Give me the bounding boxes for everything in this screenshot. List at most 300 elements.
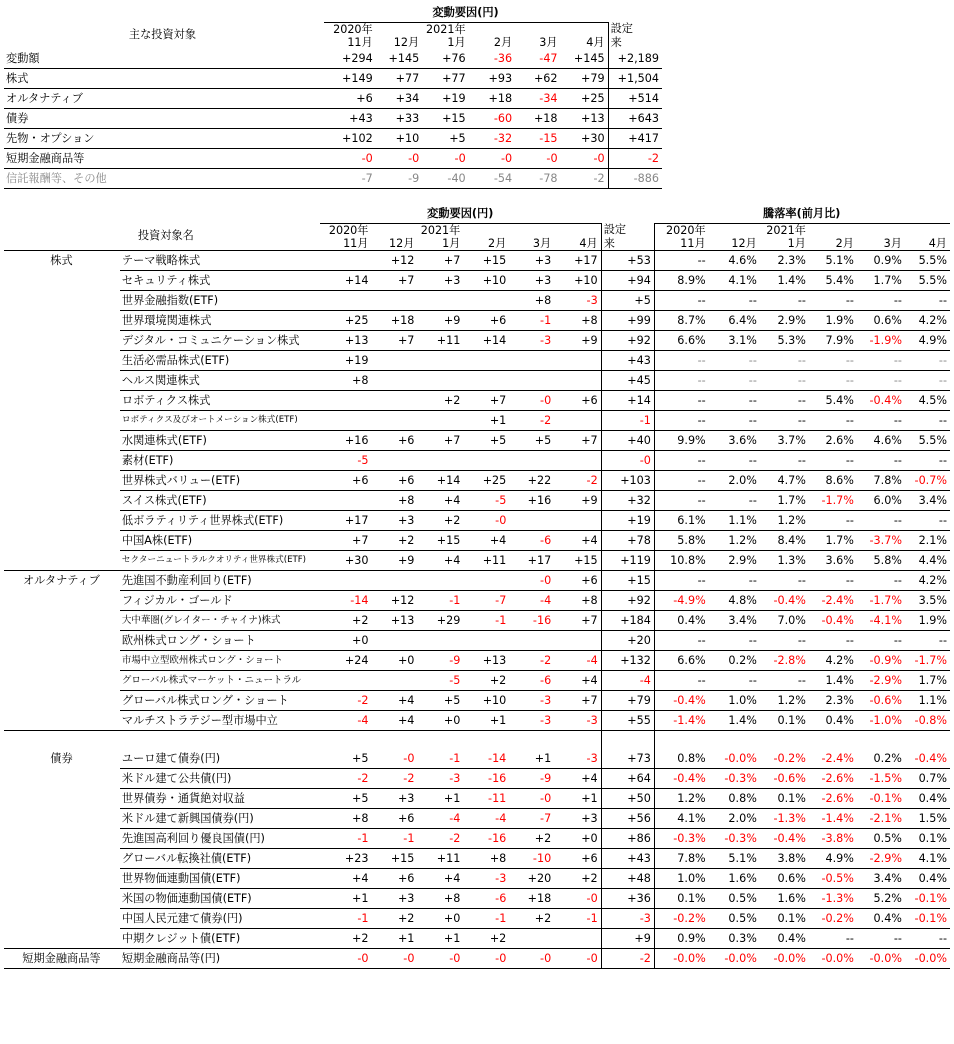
value-cell: +2: [372, 908, 418, 928]
rate-cell: -2.4%: [809, 749, 857, 769]
value-cell: -2: [509, 410, 554, 430]
group-label: 短期金融商品等: [4, 948, 120, 968]
value-cell: -3: [554, 710, 601, 730]
value-cell: [463, 350, 509, 370]
rate-cell: 1.3%: [760, 550, 809, 570]
total-cell: +15: [601, 570, 654, 590]
total-cell: +514: [608, 88, 662, 108]
rate-cell: -1.7%: [905, 650, 950, 670]
total-cell: +43: [601, 350, 654, 370]
table-row: [4, 410, 950, 430]
value-cell: +3: [417, 270, 463, 290]
value-cell: +19: [320, 350, 371, 370]
value-cell: +22: [509, 470, 554, 490]
rate-cell: --: [760, 370, 809, 390]
rate-cell: 5.1%: [709, 848, 760, 868]
spacer-cell: [709, 730, 760, 749]
asset-name: セクターニュートラルクオリティ世界株式(ETF): [120, 550, 320, 570]
rate-cell: 6.4%: [709, 310, 760, 330]
value-cell: [509, 510, 554, 530]
table-row: [4, 470, 950, 490]
table-row: [4, 808, 950, 828]
value-cell: -3: [463, 868, 509, 888]
rate-cell: 2.0%: [709, 470, 760, 490]
rate-cell: 0.1%: [760, 788, 809, 808]
total-cell: +99: [601, 310, 654, 330]
rate-cell: -2.8%: [760, 650, 809, 670]
month-header: 2月: [809, 237, 857, 251]
total-cell: -4: [601, 670, 654, 690]
total-cell: +184: [601, 610, 654, 630]
value-cell: +8: [509, 290, 554, 310]
group-label: オルタナティブ: [22, 573, 100, 587]
group-label: [4, 270, 120, 290]
value-cell: +7: [320, 530, 371, 550]
rate-cell: 0.1%: [760, 710, 809, 730]
asset-name: 欧州株式ロング・ショート: [120, 630, 320, 650]
value-cell: +14: [463, 330, 509, 350]
rate-cell: 1.7%: [905, 670, 950, 690]
asset-name: 米ドル建て新興国債券(円): [120, 808, 320, 828]
rate-cell: 10.8%: [654, 550, 708, 570]
value-cell: -6: [509, 530, 554, 550]
value-cell: -0: [509, 788, 554, 808]
value-cell: -7: [463, 590, 509, 610]
total-cell: +20: [601, 630, 654, 650]
rate-cell: 1.1%: [905, 690, 950, 710]
value-cell: +5: [320, 749, 371, 769]
value-cell: +8: [372, 490, 418, 510]
group-label: [4, 590, 120, 610]
asset-name: 米国の物価連動国債(ETF): [120, 888, 320, 908]
value-cell: +6: [463, 310, 509, 330]
rate-cell: -2.9%: [857, 670, 905, 690]
value-cell: +15: [417, 530, 463, 550]
total-cell: -2: [608, 148, 662, 168]
rate-cell: 6.6%: [654, 650, 708, 670]
rate-cell: 4.8%: [709, 590, 760, 610]
total-cell: +56: [601, 808, 654, 828]
value-cell: -2: [372, 768, 418, 788]
value-cell: +5: [417, 690, 463, 710]
table-row: [4, 948, 950, 968]
rate-cell: 0.5%: [709, 888, 760, 908]
value-cell: +7: [554, 430, 601, 450]
value-cell: -15: [515, 128, 560, 148]
spacer-cell: [120, 730, 320, 749]
row-label: 債券: [4, 108, 324, 128]
rate-cell: --: [654, 370, 708, 390]
rate-cell: 6.6%: [654, 330, 708, 350]
value-cell: +7: [417, 250, 463, 270]
value-cell: +25: [463, 470, 509, 490]
table-row: [4, 310, 950, 330]
rate-cell: 4.6%: [857, 430, 905, 450]
value-cell: -0: [320, 948, 371, 968]
rate-cell: --: [654, 450, 708, 470]
asset-name: 世界物価連動国債(ETF): [120, 868, 320, 888]
spacer-cell: [809, 730, 857, 749]
asset-name: 世界債券・通貨絶対収益: [120, 788, 320, 808]
rate-cell: 5.4%: [809, 390, 857, 410]
rate-cell: 2.0%: [709, 808, 760, 828]
rate-cell: 1.9%: [809, 310, 857, 330]
rate-cell: 7.0%: [760, 610, 809, 630]
value-cell: +10: [463, 270, 509, 290]
asset-name: グローバル株式ロング・ショート: [120, 690, 320, 710]
rate-cell: 1.4%: [709, 710, 760, 730]
value-cell: +2: [320, 928, 371, 948]
value-cell: -0: [376, 148, 422, 168]
rate-cell: -3.7%: [857, 530, 905, 550]
value-cell: +33: [376, 108, 422, 128]
value-cell: +8: [320, 808, 371, 828]
setting-label-2: 来: [608, 36, 662, 49]
value-cell: [554, 928, 601, 948]
value-cell: +43: [324, 108, 376, 128]
total-cell: +1,504: [608, 68, 662, 88]
rate-cell: 0.1%: [905, 828, 950, 848]
month-header: 3月: [857, 237, 905, 251]
value-cell: [320, 570, 371, 590]
value-cell: +18: [515, 108, 560, 128]
value-cell: +3: [372, 888, 418, 908]
value-cell: -11: [463, 788, 509, 808]
rate-cell: 0.1%: [760, 908, 809, 928]
rate-cell: --: [905, 450, 950, 470]
value-cell: +25: [561, 88, 609, 108]
rate-cell: 3.4%: [709, 610, 760, 630]
bottom-title: 変動要因(円): [320, 204, 601, 223]
value-cell: -1: [320, 908, 371, 928]
rate-cell: 5.8%: [857, 550, 905, 570]
rate-cell: --: [654, 250, 708, 270]
total-cell: +92: [601, 590, 654, 610]
rate-cell: 1.7%: [809, 530, 857, 550]
value-cell: +6: [372, 430, 418, 450]
rate-cell: --: [709, 450, 760, 470]
rate-cell: 1.9%: [905, 610, 950, 630]
rate-cell: --: [709, 570, 760, 590]
rate-cell: -0.3%: [709, 828, 760, 848]
group-label: [4, 450, 120, 470]
rate-cell: --: [709, 370, 760, 390]
value-cell: +25: [320, 310, 371, 330]
rate-cell: -3.8%: [809, 828, 857, 848]
total-cell: +40: [601, 430, 654, 450]
rate-cell: 0.6%: [760, 868, 809, 888]
asset-name: 中国人民元建て債券(円): [120, 908, 320, 928]
total-cell: +92: [601, 330, 654, 350]
value-cell: -0: [561, 148, 609, 168]
value-cell: +13: [320, 330, 371, 350]
summary-row: [4, 88, 662, 108]
group-label: [4, 828, 120, 848]
rate-cell: 1.0%: [709, 690, 760, 710]
group-label: [4, 630, 120, 650]
value-cell: -0: [469, 148, 515, 168]
value-cell: [320, 670, 371, 690]
rate-cell: --: [857, 928, 905, 948]
value-cell: -3: [509, 330, 554, 350]
rate-cell: --: [654, 490, 708, 510]
setting-label-1: 設定: [601, 223, 654, 237]
asset-name: デジタル・コミュニケーション株式: [120, 330, 320, 350]
rate-cell: -2.1%: [857, 808, 905, 828]
value-cell: -5: [463, 490, 509, 510]
value-cell: [554, 370, 601, 390]
rate-cell: 4.2%: [809, 650, 857, 670]
value-cell: +5: [422, 128, 468, 148]
value-cell: -16: [509, 610, 554, 630]
month-header: 3月: [539, 35, 558, 49]
rate-cell: 1.6%: [760, 888, 809, 908]
total-cell: +64: [601, 768, 654, 788]
summary-row: [4, 128, 662, 148]
value-cell: +6: [554, 848, 601, 868]
top-label-header: 主な投資対象: [128, 28, 197, 42]
value-cell: +2: [554, 868, 601, 888]
value-cell: +11: [463, 550, 509, 570]
value-cell: -6: [509, 670, 554, 690]
value-cell: -32: [469, 128, 515, 148]
rate-cell: -0.9%: [857, 650, 905, 670]
value-cell: -47: [515, 49, 560, 69]
rate-cell: 1.7%: [857, 270, 905, 290]
group-label: [4, 490, 120, 510]
value-cell: [417, 410, 463, 430]
rate-cell: 0.2%: [857, 749, 905, 769]
value-cell: +1: [509, 749, 554, 769]
month-header: 4月: [905, 237, 950, 251]
value-cell: +10: [376, 128, 422, 148]
rate-cell: 7.8%: [857, 470, 905, 490]
value-cell: -3: [554, 749, 601, 769]
value-cell: +4: [554, 768, 601, 788]
rate-cell: -4.9%: [654, 590, 708, 610]
total-cell: +48: [601, 868, 654, 888]
value-cell: -2: [417, 828, 463, 848]
value-cell: [372, 350, 418, 370]
rate-cell: --: [709, 670, 760, 690]
rate-cell: --: [857, 370, 905, 390]
value-cell: +77: [376, 68, 422, 88]
value-cell: -1: [463, 908, 509, 928]
rate-cell: 3.4%: [857, 868, 905, 888]
rate-cell: --: [709, 390, 760, 410]
rate-cell: 0.4%: [857, 908, 905, 928]
asset-name: 世界金融指数(ETF): [120, 290, 320, 310]
value-cell: -0: [509, 570, 554, 590]
value-cell: +3: [509, 250, 554, 270]
group-label: 株式: [50, 253, 73, 267]
rate-cell: --: [857, 570, 905, 590]
value-cell: +19: [422, 88, 468, 108]
rate-cell: 2.3%: [760, 250, 809, 270]
rate-cell: 3.8%: [760, 848, 809, 868]
rate-cell: 5.5%: [905, 270, 950, 290]
rate-cell: --: [809, 510, 857, 530]
rate-cell: -2.6%: [809, 768, 857, 788]
value-cell: -3: [417, 768, 463, 788]
value-cell: +16: [320, 430, 371, 450]
total-cell: +73: [601, 749, 654, 769]
value-cell: -1: [417, 749, 463, 769]
month-header: 1月: [417, 237, 463, 251]
value-cell: +18: [469, 88, 515, 108]
value-cell: [320, 290, 371, 310]
value-cell: +17: [320, 510, 371, 530]
value-cell: -1: [554, 908, 601, 928]
table-row: [4, 670, 950, 690]
rate-cell: 0.9%: [654, 928, 708, 948]
month-header: 1月: [760, 237, 809, 251]
rate-cell: 0.5%: [709, 908, 760, 928]
month-header: 12月: [372, 237, 418, 251]
asset-name: 市場中立型欧州株式ロング・ショート: [120, 650, 320, 670]
value-cell: -1: [417, 590, 463, 610]
rate-cell: --: [809, 350, 857, 370]
rate-cell: --: [654, 670, 708, 690]
value-cell: [417, 290, 463, 310]
rate-cell: --: [809, 450, 857, 470]
rate-cell: 6.1%: [654, 510, 708, 530]
table-row: [4, 510, 950, 530]
value-cell: +4: [463, 530, 509, 550]
group-label: [4, 690, 120, 710]
value-cell: +2: [463, 928, 509, 948]
spacer-row: [4, 730, 950, 749]
group-label: [4, 848, 120, 868]
month-header: 12月: [709, 237, 760, 251]
rate-cell: -0.6%: [857, 690, 905, 710]
value-cell: +18: [372, 310, 418, 330]
total-cell: -2: [601, 948, 654, 968]
value-cell: -78: [515, 168, 560, 188]
rate-cell: 2.9%: [760, 310, 809, 330]
value-cell: -7: [324, 168, 376, 188]
rate-cell: --: [905, 928, 950, 948]
value-cell: +2: [417, 510, 463, 530]
value-cell: +15: [422, 108, 468, 128]
group-label: [4, 310, 120, 330]
rate-cell: 4.9%: [809, 848, 857, 868]
table-row: [4, 908, 950, 928]
group-label: [4, 808, 120, 828]
rate-cell: -0.4%: [654, 768, 708, 788]
table-row: [4, 370, 950, 390]
value-cell: +6: [320, 470, 371, 490]
value-cell: +4: [554, 530, 601, 550]
asset-name: 米ドル建て公共債(円): [120, 768, 320, 788]
table-row: [4, 690, 950, 710]
value-cell: +4: [417, 490, 463, 510]
rate-cell: -1.7%: [857, 590, 905, 610]
value-cell: -4: [463, 808, 509, 828]
table-row: [4, 390, 950, 410]
group-label: [4, 470, 120, 490]
rate-cell: --: [709, 350, 760, 370]
rate-cell: 1.5%: [905, 808, 950, 828]
value-cell: [417, 370, 463, 390]
rate-cell: 4.5%: [905, 390, 950, 410]
table-row: [4, 928, 950, 948]
total-cell: +132: [601, 650, 654, 670]
asset-name: 素材(ETF): [120, 450, 320, 470]
value-cell: +7: [554, 690, 601, 710]
value-cell: +7: [372, 330, 418, 350]
rate-cell: -0.4%: [760, 828, 809, 848]
table-row: [4, 530, 950, 550]
value-cell: +0: [554, 828, 601, 848]
rate-cell: --: [654, 630, 708, 650]
rate-cell: --: [709, 290, 760, 310]
asset-name: 先進国高利回り優良国債(円): [120, 828, 320, 848]
table-row: [4, 630, 950, 650]
rate-cell: -0.2%: [760, 749, 809, 769]
rate-cell: 1.2%: [760, 510, 809, 530]
rate-cell: 3.5%: [905, 590, 950, 610]
rate-cell: --: [905, 290, 950, 310]
month-header: 2月: [493, 35, 513, 49]
total-cell: +78: [601, 530, 654, 550]
value-cell: [463, 370, 509, 390]
asset-name: フィジカル・ゴールド: [120, 590, 320, 610]
rate-cell: --: [760, 570, 809, 590]
spacer-cell: [857, 730, 905, 749]
rate-cell: 1.7%: [760, 490, 809, 510]
rate-cell: --: [654, 410, 708, 430]
rate-cell: --: [709, 490, 760, 510]
value-cell: -4: [320, 710, 371, 730]
rate-cell: --: [857, 510, 905, 530]
spacer-cell: [760, 730, 809, 749]
group-label: [4, 908, 120, 928]
rate-cell: 0.5%: [857, 828, 905, 848]
value-cell: +4: [372, 690, 418, 710]
value-cell: +13: [372, 610, 418, 630]
rate-cell: 5.8%: [654, 530, 708, 550]
rate-cell: --: [760, 410, 809, 430]
rate-cell: 2.6%: [809, 430, 857, 450]
rate-cell: -0.4%: [857, 390, 905, 410]
rate-cell: 5.2%: [857, 888, 905, 908]
asset-name: ヘルス関連株式: [120, 370, 320, 390]
rate-cell: -2.4%: [809, 590, 857, 610]
asset-name: 世界株式バリュー(ETF): [120, 470, 320, 490]
table-row: [4, 610, 950, 630]
rate-cell: 8.6%: [809, 470, 857, 490]
value-cell: [320, 410, 371, 430]
value-cell: -14: [463, 749, 509, 769]
asset-name: 大中華圏(グレイター・チャイナ)株式: [120, 610, 320, 630]
total-cell: +55: [601, 710, 654, 730]
value-cell: -1: [509, 310, 554, 330]
rate-cell: -0.6%: [760, 768, 809, 788]
rate-cell: 2.9%: [709, 550, 760, 570]
table-row: [4, 290, 950, 310]
value-cell: +6: [372, 808, 418, 828]
rate-cell: -0.2%: [654, 908, 708, 928]
rate-cell: -1.0%: [857, 710, 905, 730]
value-cell: -5: [417, 670, 463, 690]
value-cell: -0: [463, 948, 509, 968]
rate-cell: 5.3%: [760, 330, 809, 350]
rate-cell: --: [857, 630, 905, 650]
asset-name: 短期金融商品等(円): [120, 948, 320, 968]
group-label: [4, 290, 120, 310]
value-cell: -0: [417, 948, 463, 968]
